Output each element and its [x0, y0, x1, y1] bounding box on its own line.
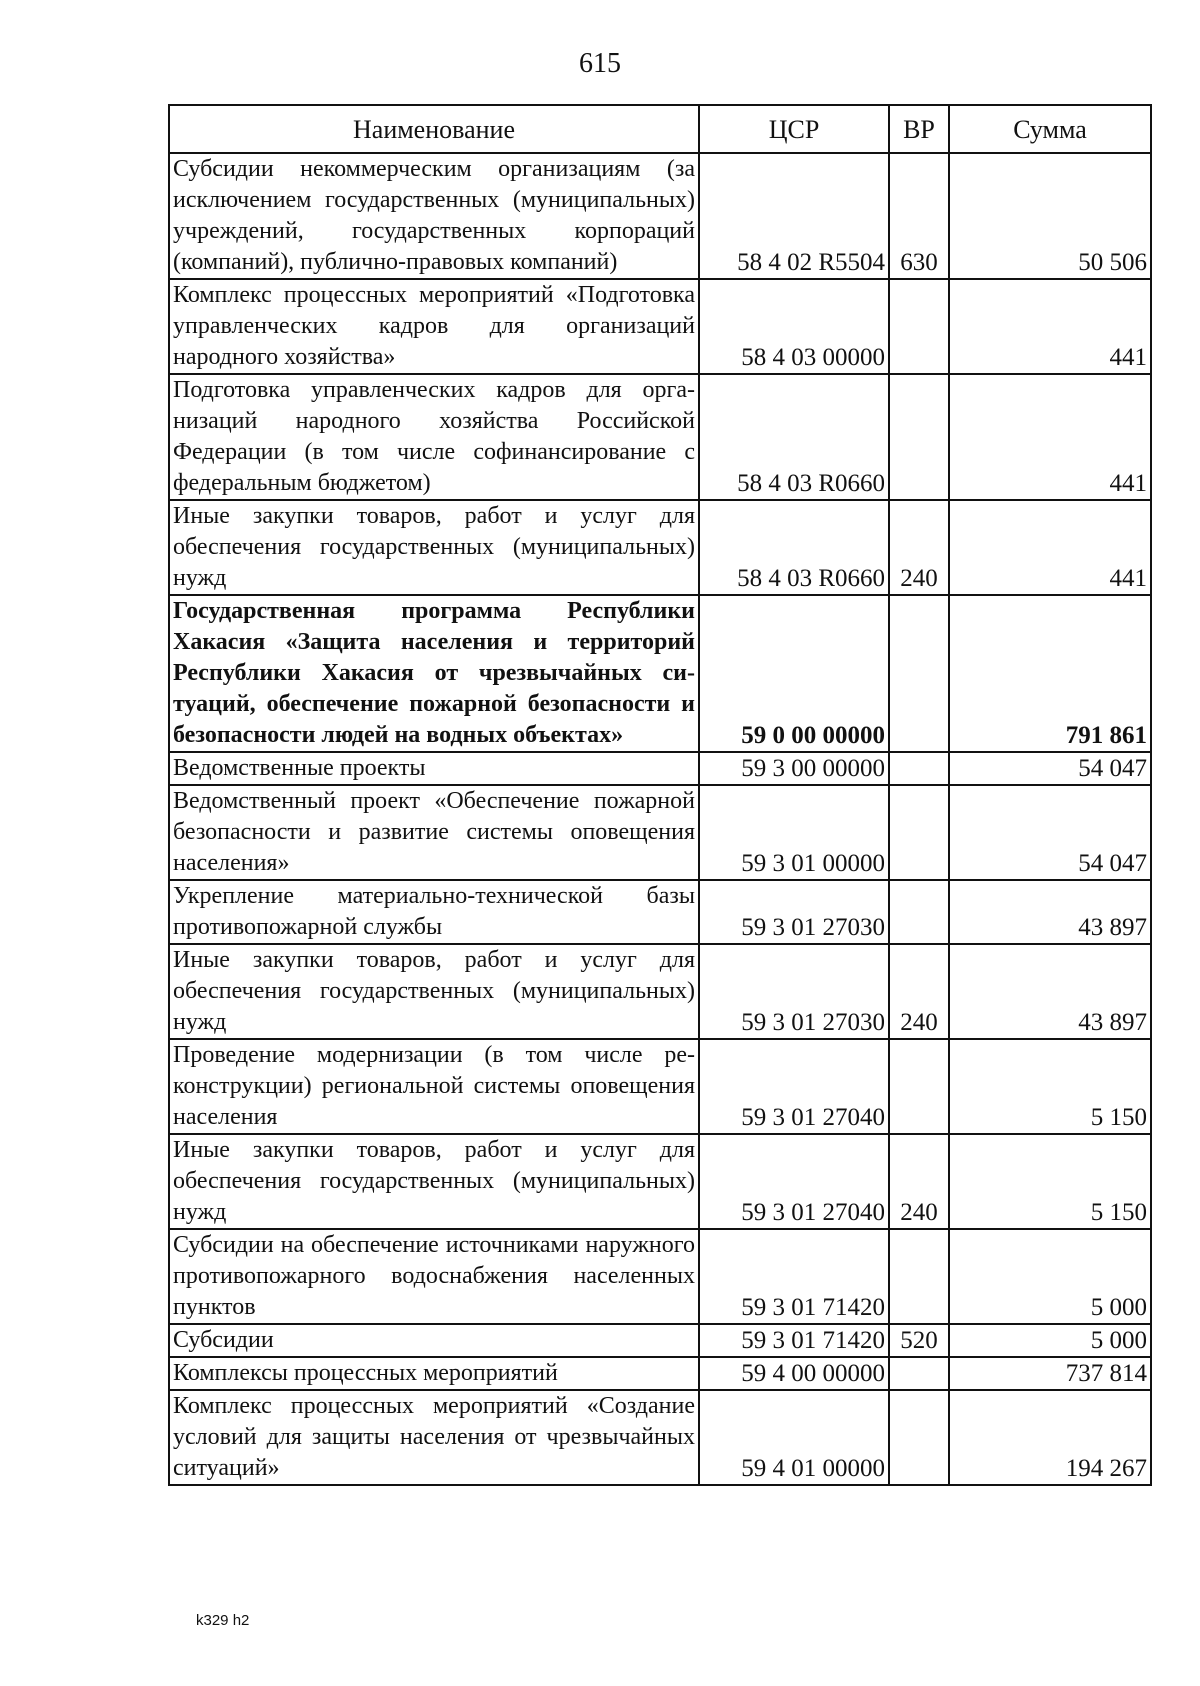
row-vr-cell — [889, 1357, 949, 1390]
row-vr-cell — [889, 1390, 949, 1485]
header-sum: Сумма — [949, 105, 1151, 153]
row-sum-cell: 43 897 — [949, 944, 1151, 1039]
row-sum-cell: 5 000 — [949, 1324, 1151, 1357]
row-vr-cell: 630 — [889, 153, 949, 279]
row-vr-cell: 520 — [889, 1324, 949, 1357]
table-row — [169, 785, 1151, 880]
table-row — [169, 1039, 1151, 1134]
row-vr-cell: 240 — [889, 944, 949, 1039]
document-code: k329 h2 — [196, 1612, 250, 1629]
row-csr-cell: 58 4 03 R0660 — [699, 374, 889, 500]
row-sum-cell: 54 047 — [949, 785, 1151, 880]
row-csr-cell: 59 3 01 27040 — [699, 1039, 889, 1134]
row-name-cell: Государственная программа Республики Хакасия «Защита населения и территорий Республики Хакасия от чрезвычайных ситуаций, обеспечение пожарной безопасности и безопасности людей на водных объектах» — [169, 595, 699, 752]
row-csr-cell: 59 3 01 27030 — [699, 944, 889, 1039]
row-vr-cell — [889, 595, 949, 752]
row-name-cell: Иные закупки товаров, работ и услуг для обеспечения государственных (муниципальных) нужд — [169, 500, 699, 595]
table-row — [169, 1324, 1151, 1357]
row-sum-cell: 791 861 — [949, 595, 1151, 752]
table-row — [169, 752, 1151, 785]
row-name-cell: Комплекс процессных мероприятий «Подготовка управленческих кадров для организаций народного хозяйства» — [169, 279, 699, 374]
row-name-cell: Комплекс процессных мероприятий «Создание условий для защиты населения от чрезвычайных ситуаций» — [169, 1390, 699, 1485]
row-sum-cell: 441 — [949, 500, 1151, 595]
row-sum-cell: 194 267 — [949, 1390, 1151, 1485]
table-row — [169, 374, 1151, 500]
row-csr-cell: 58 4 03 R0660 — [699, 500, 889, 595]
row-name-cell: Подготовка управленческих кадров для организаций народного хозяйства Российской Федерации (в том числе софинансирование с федеральным бюджетом) — [169, 374, 699, 500]
row-name-cell: Субсидии — [169, 1324, 699, 1357]
table-row — [169, 1229, 1151, 1324]
table-row — [169, 880, 1151, 944]
table-row — [169, 1390, 1151, 1485]
row-name-cell: Иные закупки товаров, работ и услуг для обеспечения государственных (муниципальных) нужд — [169, 1134, 699, 1229]
row-csr-cell: 59 3 01 27030 — [699, 880, 889, 944]
row-sum-cell: 441 — [949, 279, 1151, 374]
table-row — [169, 153, 1151, 279]
header-csr: ЦСР — [699, 105, 889, 153]
row-vr-cell — [889, 785, 949, 880]
table-row — [169, 279, 1151, 374]
row-csr-cell: 59 3 00 00000 — [699, 752, 889, 785]
row-sum-cell: 737 814 — [949, 1357, 1151, 1390]
row-name-cell: Ведомственные проекты — [169, 752, 699, 785]
row-name-cell: Комплексы процессных мероприятий — [169, 1357, 699, 1390]
row-csr-cell: 59 3 01 27040 — [699, 1134, 889, 1229]
table-row — [169, 1357, 1151, 1390]
row-csr-cell: 59 3 01 71420 — [699, 1229, 889, 1324]
row-vr-cell — [889, 1039, 949, 1134]
header-vr: ВР — [889, 105, 949, 153]
row-vr-cell — [889, 279, 949, 374]
header-name: Наименование — [169, 105, 699, 153]
row-name-cell: Субсидии некоммерческим организациям (за исключением государственных (муниципальных) учреждений, государственных корпораций (компаний), публично-правовых компаний) — [169, 153, 699, 279]
row-sum-cell: 54 047 — [949, 752, 1151, 785]
row-csr-cell: 59 4 01 00000 — [699, 1390, 889, 1485]
budget-table — [168, 104, 1152, 1486]
row-name-cell: Субсидии на обеспечение источниками наружного противопожарного водоснабжения населенных пунктов — [169, 1229, 699, 1324]
row-sum-cell: 441 — [949, 374, 1151, 500]
table-row — [169, 500, 1151, 595]
table-row — [169, 595, 1151, 752]
row-sum-cell: 5 150 — [949, 1039, 1151, 1134]
row-csr-cell: 59 3 01 00000 — [699, 785, 889, 880]
row-sum-cell: 5 150 — [949, 1134, 1151, 1229]
row-name-cell: Проведение модернизации (в том числе реконструкции) региональной системы оповещения населения — [169, 1039, 699, 1134]
row-csr-cell: 58 4 02 R5504 — [699, 153, 889, 279]
row-vr-cell — [889, 880, 949, 944]
row-vr-cell: 240 — [889, 500, 949, 595]
row-csr-cell: 59 3 01 71420 — [699, 1324, 889, 1357]
row-vr-cell — [889, 1229, 949, 1324]
table-row — [169, 944, 1151, 1039]
table-header-row — [169, 105, 1151, 153]
table-row — [169, 1134, 1151, 1229]
row-vr-cell: 240 — [889, 1134, 949, 1229]
row-csr-cell: 59 0 00 00000 — [699, 595, 889, 752]
table-body — [169, 153, 1151, 1485]
row-sum-cell: 5 000 — [949, 1229, 1151, 1324]
row-vr-cell — [889, 752, 949, 785]
row-name-cell: Иные закупки товаров, работ и услуг для обеспечения государственных (муниципальных) нужд — [169, 944, 699, 1039]
row-name-cell: Укрепление материально-технической базы противопожарной службы — [169, 880, 699, 944]
page-number: 615 — [579, 48, 621, 79]
row-name-cell: Ведомственный проект «Обеспечение пожарной безопасности и развитие системы оповещения населения» — [169, 785, 699, 880]
row-vr-cell — [889, 374, 949, 500]
row-sum-cell: 50 506 — [949, 153, 1151, 279]
row-csr-cell: 59 4 00 00000 — [699, 1357, 889, 1390]
row-csr-cell: 58 4 03 00000 — [699, 279, 889, 374]
row-sum-cell: 43 897 — [949, 880, 1151, 944]
